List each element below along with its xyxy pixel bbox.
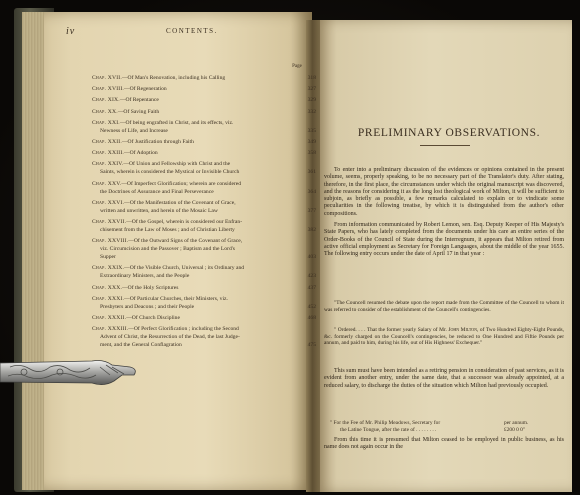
- toc-entry: [92, 264, 316, 280]
- toc-chapter-title-cont: the Doctrines of Assurance and Final Perseverance: [100, 188, 214, 195]
- page-column-heading: Page: [292, 64, 302, 69]
- toc-chapter-title-cont: Advent of Christ, the Resurrection of the Dead, the last Judge-: [100, 334, 240, 341]
- toc-entry: [92, 180, 316, 196]
- toc-page-number: 335: [307, 127, 316, 134]
- toc-entry: [92, 325, 316, 349]
- toc-chapter-number: Chap. XXVII.: [92, 219, 127, 225]
- fee-per-annum: per annum.: [504, 420, 529, 426]
- toc-chapter-number: Chap. XXVI.: [92, 199, 125, 206]
- toc-chapter-number: Chap. XXIV.: [92, 161, 124, 168]
- toc-entry: [92, 138, 316, 146]
- toc-chapter-title: —Of Regeneration: [124, 86, 167, 93]
- toc-chapter-number: Chap. XXVIII.: [92, 238, 129, 245]
- toc-page-number: 327: [307, 86, 316, 93]
- toc-chapter-number: Chap. XXIX.: [92, 265, 125, 272]
- paragraph-3: This sum must have been intended as a retiring pension in consideration of past services, as it is evident from another entry, under the same date, that a successor was already appointed, at a reduced salary, to discharge the duties of the situation which Milton had previously occupied.: [324, 368, 564, 389]
- toc-page-number: 452: [307, 303, 316, 310]
- title-rule: [420, 145, 470, 146]
- toc-chapter-title-cont: Extraordinary Ministers, and the People: [100, 273, 190, 280]
- toc-chapter-number: Chap. XIX.: [92, 97, 120, 104]
- fee-amount: [504, 420, 528, 433]
- toc-chapter-number: Chap. XX.: [92, 108, 118, 115]
- toc-page-number: 423: [307, 273, 316, 280]
- toc-chapter-title-cont: Saints, wherein is considered the Mystical or Invisible Church: [100, 169, 240, 176]
- toc-page-number: 382: [307, 227, 316, 233]
- toc-page-number: 475: [307, 342, 316, 349]
- toc-chapter-title-cont: Supper: [100, 254, 116, 261]
- toc-entry: [92, 160, 316, 176]
- toc-page-number: 468: [307, 315, 316, 321]
- toc-chapter-title: —Of Saving Faith: [117, 108, 160, 115]
- toc-entry: [92, 96, 316, 104]
- toc-entry: [92, 85, 316, 93]
- toc-entry: [92, 74, 316, 82]
- toc-page-number: 349: [307, 139, 316, 145]
- toc-chapter-title: —Of the Manifestation of the Covenant of Grace,: [124, 199, 236, 206]
- toc-chapter-number: Chap. XXV.: [92, 180, 122, 187]
- toc-page-number: 318: [307, 75, 316, 81]
- toc-chapter-number: Chap. XXX.: [92, 284, 123, 291]
- toc-chapter-title: —Of Man's Renovation, including his Calling: [121, 75, 226, 81]
- toc-page-number: 364: [307, 188, 316, 195]
- toc-entry: [92, 199, 316, 215]
- toc-chapter-title: —Of Imperfect Glorification; wherein are considered: [121, 180, 242, 187]
- toc-page-number: 358: [307, 150, 316, 157]
- toc-chapter-title-cont: chisement from the Law of Moses ; and of Christian Liberty: [100, 227, 235, 233]
- toc-chapter-number: Chap. XXXI.: [92, 295, 125, 302]
- toc-chapter-title: —Of Church Discipline: [126, 315, 180, 321]
- fee-line-1: " For the Fee of Mr. Philip Meadows, Secretary for: [330, 420, 441, 426]
- quote-1: "The Councell resumed the debate upon the report made from the Committee of the Councell to whom it was referred to consider of the establishment of the Councell's contingencies.: [324, 300, 564, 313]
- toc-chapter-number: Chap. XVIII.: [92, 86, 124, 93]
- page-title: PRELIMINARY OBSERVATIONS.: [357, 127, 541, 139]
- toc-entry: [92, 149, 316, 157]
- toc-chapter-number: Chap. XXII.: [92, 139, 122, 145]
- toc-chapter-title: —Of being engrafted in Christ, and its effects, viz.: [119, 119, 234, 126]
- toc-page-number: 403: [307, 254, 316, 261]
- toc-chapter-title: —Of Perfect Glorification ; including the Second: [128, 326, 239, 333]
- toc-chapter-title-cont: Presbyters and Deacons ; and their People: [100, 303, 195, 310]
- toc-page-number: 377: [307, 207, 316, 214]
- fee-value: £200 0 0": [504, 426, 526, 433]
- toc-chapter-title: —Of the Gospel, wherein is considered our Enfran-: [126, 219, 243, 225]
- toc-entry: [92, 108, 316, 116]
- toc-chapter-number: Chap. XVII.: [92, 75, 122, 81]
- toc-chapter-title: —Of Union and Fellowship with Christ and the: [123, 161, 231, 168]
- toc-chapter-title: —Of the Outward Signs of the Covenant of Grace,: [128, 238, 243, 245]
- contents-heading: CONTENTS.: [166, 27, 218, 35]
- toc-chapter-title: —Of the Visible Church, Universal ; its Ordinary and: [124, 265, 245, 272]
- toc-chapter-number: Chap. XXXII.: [92, 315, 127, 321]
- quote-2-end: , of Two Hundred Eighty-Eight Pounds, &c. formerly charged on the Councell's contingencies, be reduced to One Hundred and Fiftie Pounds per annum, and paid to him, during his life, out of His Highness' Exchequer.": [324, 327, 564, 347]
- toc-chapter-title-cont: Newness of Life, and Increase: [100, 127, 168, 134]
- quote-2-name: John Milton: [448, 327, 478, 333]
- page-number: iv: [66, 26, 76, 37]
- toc-chapter-title-cont: ment, and the General Conflagration: [100, 342, 182, 349]
- toc-entry: [92, 295, 316, 311]
- toc-entry: [92, 314, 316, 322]
- toc-chapter-title-cont: written and unwritten, and herein of the Mosaic Law: [100, 207, 218, 214]
- paragraph-4: From this time it is presumed that Milton ceased to be employed in public business, as his name does not again occur in the: [324, 437, 564, 451]
- toc-chapter-title: —Of Justification through Faith: [121, 139, 194, 145]
- toc-entry: [92, 284, 316, 292]
- toc-chapter-title: —Of the Holy Scriptures: [122, 284, 179, 291]
- toc-chapter-number: Chap. XXIII.: [92, 150, 124, 157]
- quote-2-start: " Ordered. . . . That the former yearly Salary of Mr.: [334, 327, 449, 333]
- paragraph-1: To enter into a preliminary discussion of the evidences or opinions contained in the present volume, seems, properly speaking, to be no necessary part of the Translator's duty. After stating, therefore, in the first place, the circumstances under which the original manuscript was discovered, and the reasons for considering it as the long lost theological work of Milton, it will be sufficient to subjoin, as briefly as possible, a few remarks calculated to explain or to vindicate some peculiarities in the following treatise, by which it is distinguished from the author's other compositions.: [324, 167, 564, 217]
- metal-clip-image: [0, 355, 140, 389]
- toc-entry: [92, 119, 316, 135]
- toc-chapter-title: —Of Adoption: [124, 150, 158, 157]
- toc-page-number: 437: [307, 284, 316, 291]
- running-head: [66, 26, 312, 40]
- quote-2: [324, 327, 564, 347]
- paragraph-2: From information communicated by Robert Lemon, sen. Esq. Deputy Keeper of His Majesty's State Papers, who has lately completed from the documents under his care an entire series of the Order-Books of the Council of State during the Interregnum, it appears that Milton retired from active official employment as Secretary for Foreign Languages, about the middle of the year 1655. The following entry occurs under the date of April 17 in that year :: [324, 222, 564, 258]
- toc-entry: [92, 237, 316, 261]
- toc-chapter-number: Chap. XXXIII.: [92, 326, 129, 333]
- fee-line-2: the Latine Tongue, after the rate of . . . . . . . .: [340, 426, 437, 433]
- toc-page-number: 332: [307, 108, 316, 115]
- toc-entry: [92, 218, 316, 234]
- toc-chapter-title: —Of Particular Churches, their Ministers, viz.: [124, 295, 228, 302]
- fee-entry: [330, 420, 560, 433]
- toc-page-number: 361: [307, 169, 316, 176]
- toc-chapter-title: —Of Repentance: [119, 97, 159, 104]
- toc-chapter-title-cont: viz. Circumcision and the Passover ; Baptism and the Lord's: [100, 246, 235, 253]
- toc-chapter-number: Chap. XXI.: [92, 119, 120, 126]
- toc-page-number: 329: [307, 97, 316, 104]
